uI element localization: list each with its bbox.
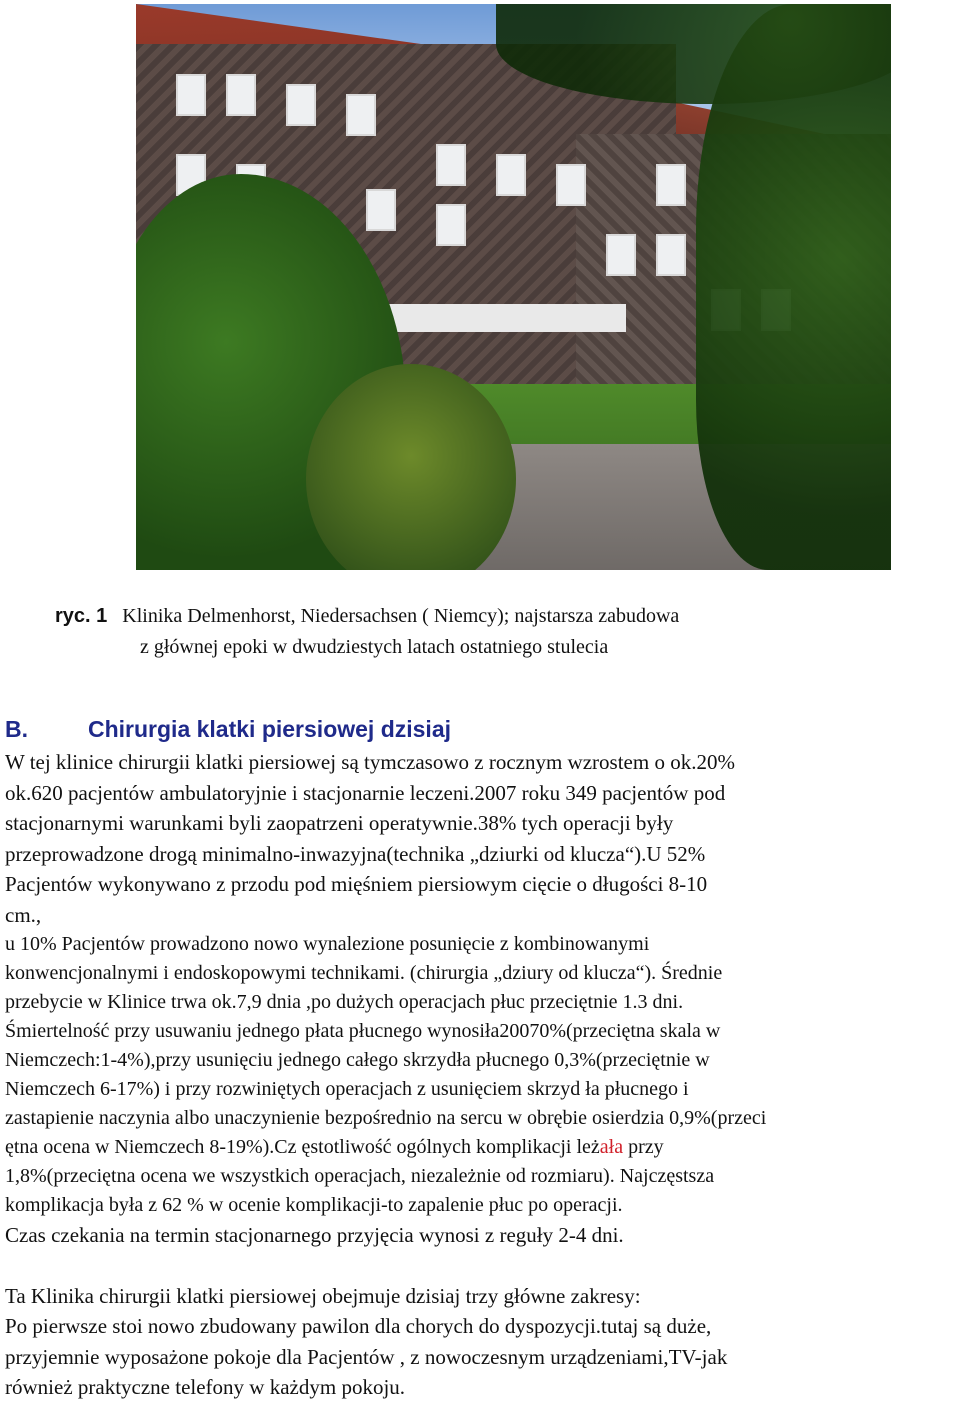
highlighted-text: ała [599,1136,624,1158]
paragraph-line: przeprowadzone drogą minimalno-inwazyjna(technika „dziurki od klucza“).U 52% [5,841,706,866]
caption-text-2: z głównej epoki w dwudziestych latach ostatniego stulecia [140,636,609,658]
paragraph-line: Pacjentów wykonywano z przodu pod mięśniem piersiowym cięcie o długości 8-10 [5,872,708,896]
figure-caption [55,601,915,663]
window [436,144,466,186]
caption-line-1 [55,601,915,632]
text-span: przy [623,1136,664,1158]
paragraph-line: przebycie w Klinice trwa ok.7,9 dnia ,po dużych operacjach płuc przeciętnie 1.3 dni. [5,991,684,1013]
window [436,204,466,246]
window [656,234,686,276]
body-text [5,747,960,1403]
paragraph-line: zastapienie naczynia albo unaczynienie bezpośrednio na sercu w obrębie osierdzia 0,9%(przeci [5,1107,767,1129]
window [366,189,396,231]
section-heading [5,716,451,743]
section-title: Chirurgia klatki piersiowej dzisiaj [88,716,452,742]
paragraph-line: cm., [5,902,42,927]
section-number: B. [5,716,28,742]
window [606,234,636,276]
window [656,164,686,206]
spacer [5,1251,960,1281]
clinic-building-photo [136,4,891,570]
caption-text-1: Klinika Delmenhorst, Niedersachsen ( Niemcy); najstarsza zabudowa [122,605,680,627]
paragraph-line: komplikacja była z 62 % w ocenie komplikacji-to zapalenie płuc po operacji. [5,1194,623,1216]
caption-label: ryc. 1 [55,605,108,627]
paragraph-line: również praktyczne telefony w każdym pokoju. [5,1375,406,1399]
paragraph-line: konwencjonalnymi i endoskopowymi technikami. (chirurgia „dziury od klucza“). Średnie [5,962,723,984]
window [176,74,206,116]
paragraph-line: ok.620 pacjentów ambulatoryjnie i stacjonarnie leczeni.2007 roku 349 pacjentów pod [5,780,726,805]
paragraph-line: Śmiertelność przy usuwaniu jednego płata płucnego wynosiła20070%(przeciętna skala w [5,1020,721,1042]
paragraph-line: Niemczech 6-17%) i przy rozwiniętych operacjach z usunięciem skrzyd ła płucnego i [5,1078,689,1100]
paragraph-line: stacjonarnymi warunkami byli zaopatrzeni operatywnie.38% tych operacji były [5,811,674,835]
window [226,74,256,116]
paragraph-line [5,1133,960,1162]
paragraph-line: przyjemnie wyposażone pokoje dla Pacjentów , z nowoczesnym urządzeniami,TV-jak [5,1344,728,1369]
paragraph-2 [5,930,960,1220]
paragraph-line: Niemczech:1-4%),przy usunięciu jednego całego skrzydła płucnego 0,3%(przeciętnie w [5,1049,710,1071]
paragraph-line: Po pierwsze stoi nowo zbudowany pawilon dla chorych do dyspozycji.tutaj są duże, [5,1314,712,1338]
paragraph-line: Ta Klinika chirurgii klatki piersiowej obejmuje dzisiaj trzy główne zakresy: [5,1283,641,1308]
window [556,164,586,206]
paragraph-line: W tej klinice chirurgii klatki piersiowej są tymczasowo z rocznym wzrostem o ok.20% [5,750,735,774]
text-span: ętna ocena w Niemczech 8-19%).Cz ęstotliwość ogólnych komplikacji leż [5,1136,600,1158]
window [286,84,316,126]
paragraph-3: Czas czekania na termin stacjonarnego przyjęcia wynosi z reguły 2-4 dni. [5,1223,624,1247]
window [496,154,526,196]
window [346,94,376,136]
paragraph-line: u 10% Pacjentów prowadzono nowo wynalezione posunięcie z kombinowanymi [5,933,650,955]
paragraph-line: 1,8%(przeciętna ocena we wszystkich operacjach, niezależnie od rozmiaru). Najczęstsza [5,1165,715,1187]
